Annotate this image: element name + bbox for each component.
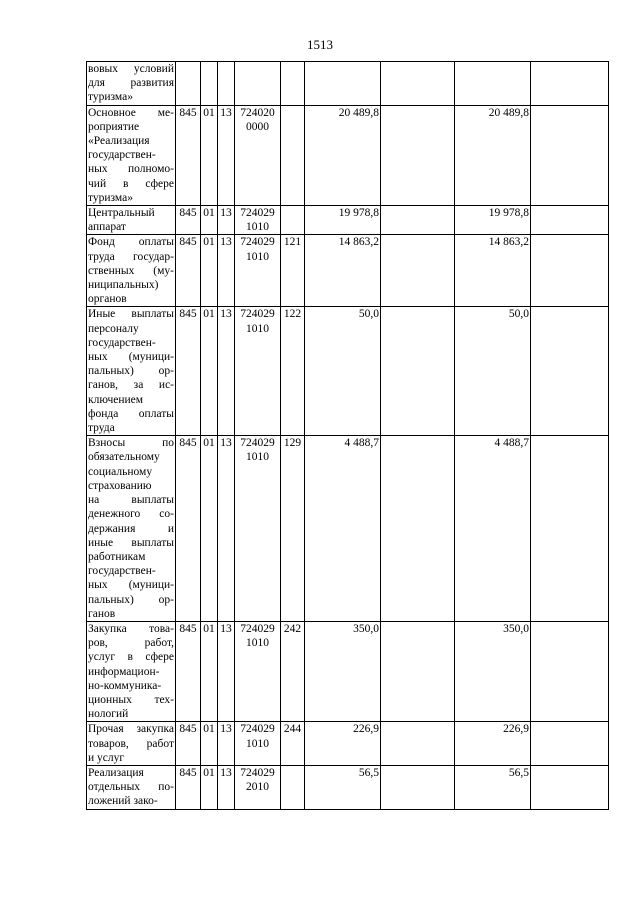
target-article-code — [235, 621, 281, 721]
expense-type-code — [281, 105, 305, 205]
amount-empty-1 — [381, 105, 455, 205]
admin-code: 845 — [176, 722, 201, 766]
target-code-part: 1010 — [246, 322, 269, 335]
expense-name-line: для развития — [88, 77, 174, 90]
table-row — [87, 765, 609, 809]
table-row — [87, 307, 609, 436]
table-row — [87, 722, 609, 766]
expense-name-line: денежного со- — [88, 508, 174, 521]
expense-type-code: 244 — [281, 722, 305, 766]
admin-code: 845 — [176, 307, 201, 436]
amount-own: 226,9 — [455, 722, 531, 766]
amount-empty-2 — [531, 307, 609, 436]
expense-name-line: обязательному — [88, 451, 160, 464]
amount-total: 350,0 — [305, 621, 381, 721]
expense-name-line: нологий — [88, 708, 129, 721]
expense-name-line: «Реализация — [88, 135, 150, 148]
target-code-part: 1010 — [246, 451, 269, 464]
admin-code: 845 — [176, 206, 201, 235]
target-code-part: 1010 — [246, 221, 269, 234]
amount-empty-2 — [531, 621, 609, 721]
section-code: 01 — [201, 105, 218, 205]
expense-name-line: государствен- — [88, 149, 156, 162]
subsection-code: 13 — [218, 765, 235, 809]
expense-name-line: Иные выплаты — [88, 308, 174, 321]
section-code: 01 — [201, 206, 218, 235]
expense-name-line: органов — [88, 293, 127, 306]
target-code-part: 1010 — [246, 637, 269, 650]
expense-name-line: пальных) ор- — [88, 593, 174, 606]
expense-name — [87, 436, 176, 622]
target-code-part: 724029 — [240, 622, 275, 635]
expense-name — [87, 235, 176, 307]
section-code: 01 — [201, 722, 218, 766]
amount-total: 56,5 — [305, 765, 381, 809]
expense-type-code: 121 — [281, 235, 305, 307]
target-code-part: 724029 — [240, 723, 275, 736]
amount-empty-1 — [381, 235, 455, 307]
expense-name-line: пальных) ор- — [88, 365, 174, 378]
amount-own: 14 863,2 — [455, 235, 531, 307]
admin-code: 845 — [176, 765, 201, 809]
amount-empty-2 — [531, 722, 609, 766]
subsection-code: 13 — [218, 722, 235, 766]
amount-own: 4 488,7 — [455, 436, 531, 622]
subsection-code — [218, 62, 235, 106]
expense-name-line: иные выплаты — [88, 536, 174, 549]
admin-code — [176, 62, 201, 106]
target-code-part: 724029 — [240, 437, 275, 450]
expense-name-line: ных (муници- — [88, 351, 174, 364]
expense-type-code — [281, 62, 305, 106]
amount-own: 56,5 — [455, 765, 531, 809]
section-code: 01 — [201, 235, 218, 307]
budget-table — [86, 61, 609, 810]
expense-name-line: Взносы по — [88, 437, 174, 450]
expense-name — [87, 307, 176, 436]
expense-type-code — [281, 206, 305, 235]
target-article-code — [235, 436, 281, 622]
amount-own: 19 978,8 — [455, 206, 531, 235]
amount-empty-2 — [531, 765, 609, 809]
subsection-code: 13 — [218, 621, 235, 721]
expense-name-line: государствен- — [88, 336, 156, 349]
subsection-code: 13 — [218, 105, 235, 205]
amount-empty-1 — [381, 436, 455, 622]
amount-total — [305, 62, 381, 106]
expense-name-line: ров, работ, — [88, 637, 174, 650]
expense-name-line: работникам — [88, 550, 146, 563]
section-code: 01 — [201, 307, 218, 436]
expense-name-line: ключением — [88, 393, 144, 406]
expense-type-code: 242 — [281, 621, 305, 721]
expense-name-line: ных полномо- — [88, 163, 174, 176]
expense-type-code — [281, 765, 305, 809]
table-row — [87, 206, 609, 235]
expense-name — [87, 722, 176, 766]
expense-name-line: ниципальных) — [88, 279, 159, 292]
target-article-code — [235, 105, 281, 205]
expense-name-line: и услуг — [88, 751, 125, 764]
expense-name-line: ных (муници- — [88, 579, 174, 592]
amount-empty-1 — [381, 62, 455, 106]
section-code: 01 — [201, 621, 218, 721]
expense-name-line: ложений зако- — [88, 795, 158, 808]
target-article-code — [235, 62, 281, 106]
expense-name-line: Закупка това- — [88, 622, 174, 635]
expense-name — [87, 105, 176, 205]
target-code-part: 0000 — [246, 120, 269, 133]
expense-name-line: Реализация — [88, 766, 144, 779]
target-code-part: 2010 — [246, 781, 269, 794]
expense-name-line: услуг в сфере — [88, 651, 174, 664]
expense-name — [87, 62, 176, 106]
target-article-code — [235, 722, 281, 766]
expense-name-line: Фонд оплаты — [88, 236, 174, 249]
target-article-code — [235, 235, 281, 307]
expense-name-line: товаров, работ — [88, 737, 174, 750]
target-code-part: 724020 — [240, 106, 275, 119]
amount-empty-2 — [531, 235, 609, 307]
subsection-code: 13 — [218, 307, 235, 436]
subsection-code: 13 — [218, 436, 235, 622]
amount-empty-2 — [531, 436, 609, 622]
expense-name-line: ганов, за ис- — [88, 379, 174, 392]
amount-own: 20 489,8 — [455, 105, 531, 205]
page-number: 1513 — [307, 37, 333, 52]
expense-name-line: роприятие — [88, 120, 140, 133]
expense-name — [87, 206, 176, 235]
admin-code: 845 — [176, 621, 201, 721]
expense-name-line: туризма» — [88, 91, 133, 104]
table-row — [87, 235, 609, 307]
amount-total: 50,0 — [305, 307, 381, 436]
table-body — [87, 62, 609, 810]
expense-name-line: фонда оплаты — [88, 407, 174, 420]
amount-empty-1 — [381, 621, 455, 721]
amount-empty-1 — [381, 722, 455, 766]
expense-name-line: социальному — [88, 465, 153, 478]
admin-code: 845 — [176, 235, 201, 307]
table-row — [87, 105, 609, 205]
table-row — [87, 436, 609, 622]
section-code: 01 — [201, 436, 218, 622]
expense-name-line: туризма» — [88, 191, 133, 204]
expense-name-line: информацион- — [88, 665, 160, 678]
target-code-part: 724029 — [240, 207, 275, 220]
subsection-code: 13 — [218, 206, 235, 235]
expense-name-line: Прочая закупка — [88, 723, 174, 736]
expense-name-line: аппарат — [88, 221, 126, 234]
expense-name-line: государствен- — [88, 565, 156, 578]
amount-empty-1 — [381, 307, 455, 436]
target-code-part: 1010 — [246, 250, 269, 263]
table-row — [87, 621, 609, 721]
amount-empty-1 — [381, 765, 455, 809]
subsection-code: 13 — [218, 235, 235, 307]
amount-total: 19 978,8 — [305, 206, 381, 235]
admin-code: 845 — [176, 105, 201, 205]
amount-total: 4 488,7 — [305, 436, 381, 622]
section-code: 01 — [201, 765, 218, 809]
expense-name-line: Основное ме- — [88, 106, 174, 119]
section-code — [201, 62, 218, 106]
expense-name-line: персоналу — [88, 322, 139, 335]
expense-name-line: держания и — [88, 522, 174, 535]
expense-name-line: отдельных по- — [88, 781, 174, 794]
admin-code: 845 — [176, 436, 201, 622]
table-row — [87, 62, 609, 106]
expense-name — [87, 765, 176, 809]
expense-name-line: ционных тех- — [88, 693, 174, 706]
amount-own — [455, 62, 531, 106]
expense-name-line: труда государ- — [88, 250, 174, 263]
expense-name-line: чий в сфере — [88, 177, 174, 190]
target-code-part: 724029 — [240, 236, 275, 249]
expense-name-line: страхованию — [88, 479, 152, 492]
expense-name-line: ганов — [88, 607, 116, 620]
amount-total: 226,9 — [305, 722, 381, 766]
expense-type-code: 122 — [281, 307, 305, 436]
amount-empty-2 — [531, 206, 609, 235]
expense-name-line: труда — [88, 422, 115, 435]
expense-name-line: вовых условий — [88, 63, 174, 75]
amount-empty-2 — [531, 105, 609, 205]
expense-name-line: на выплаты — [88, 494, 174, 507]
expense-name-line: ственных (му- — [88, 264, 174, 277]
amount-empty-1 — [381, 206, 455, 235]
target-code-part: 724029 — [240, 308, 275, 321]
target-article-code — [235, 765, 281, 809]
expense-name-line: но-коммуника- — [88, 679, 162, 692]
target-code-part: 724029 — [240, 766, 275, 779]
amount-total: 20 489,8 — [305, 105, 381, 205]
amount-own: 50,0 — [455, 307, 531, 436]
target-article-code — [235, 206, 281, 235]
amount-empty-2 — [531, 62, 609, 106]
target-code-part: 1010 — [246, 737, 269, 750]
amount-total: 14 863,2 — [305, 235, 381, 307]
amount-own: 350,0 — [455, 621, 531, 721]
expense-name-line: Центральный — [88, 207, 155, 220]
expense-type-code: 129 — [281, 436, 305, 622]
expense-name — [87, 621, 176, 721]
target-article-code — [235, 307, 281, 436]
